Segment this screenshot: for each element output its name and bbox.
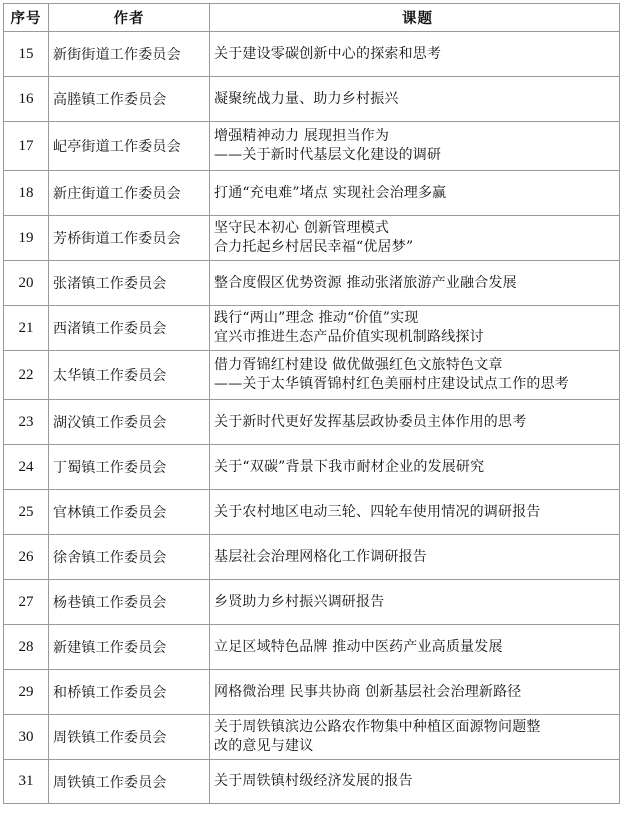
topic-line: 关于周铁镇滨边公路农作物集中种植区面源物问题整 [214, 719, 541, 735]
topic-line: 合力托起乡村居民幸福“优居梦” [214, 239, 414, 255]
row-author: 丁蜀镇工作委员会 [49, 445, 210, 490]
table-row [4, 580, 620, 625]
topic-line: 关于建设零碳创新中心的探索和思考 [214, 45, 442, 62]
topic-line: 网格微治理 民事共协商 创新基层社会治理新路径 [214, 683, 522, 700]
row-author: 张渚镇工作委员会 [49, 261, 210, 306]
row-author: 周铁镇工作委员会 [49, 760, 210, 804]
table-row [4, 171, 620, 216]
topic-line: 增强精神动力 展现担当作为 [214, 128, 390, 144]
topic-line: 关于农村地区电动三轮、四轮车使用情况的调研报告 [214, 503, 541, 520]
topic-line: 凝聚统战力量、助力乡村振兴 [214, 90, 399, 107]
row-number: 30 [4, 715, 49, 760]
topic-line: 坚守民本初心 创新管理模式 [214, 220, 390, 236]
row-author: 芳桥街道工作委员会 [49, 216, 210, 261]
topic-line: 关于新时代更好发挥基层政协委员主体作用的思考 [214, 413, 527, 430]
header-topic: 课题 [210, 4, 620, 32]
topic-line: 宜兴市推进生态产品价值实现机制路线探讨 [214, 329, 484, 345]
row-number: 17 [4, 122, 49, 171]
table-row [4, 445, 620, 490]
table-row [4, 625, 620, 670]
table-row [4, 122, 620, 171]
row-number: 19 [4, 216, 49, 261]
row-author: 新庄街道工作委员会 [49, 171, 210, 216]
topic-line: 关于“双碳”背景下我市耐材企业的发展研究 [214, 458, 485, 475]
row-number: 26 [4, 535, 49, 580]
row-topic [210, 216, 620, 261]
topic-line: 立足区域特色品牌 推动中医药产业高质量发展 [214, 638, 503, 655]
row-number: 18 [4, 171, 49, 216]
row-topic [210, 32, 620, 77]
row-number: 24 [4, 445, 49, 490]
row-topic [210, 625, 620, 670]
row-number: 23 [4, 400, 49, 445]
table-row [4, 32, 620, 77]
row-author: 太华镇工作委员会 [49, 351, 210, 400]
row-topic [210, 535, 620, 580]
topic-line: 关于周铁镇村级经济发展的报告 [214, 773, 413, 789]
row-author: 高塍镇工作委员会 [49, 77, 210, 122]
row-topic [210, 171, 620, 216]
row-number: 20 [4, 261, 49, 306]
row-number: 16 [4, 77, 49, 122]
row-topic [210, 122, 620, 171]
row-topic [210, 670, 620, 715]
row-author: 西渚镇工作委员会 [49, 306, 210, 351]
row-topic [210, 400, 620, 445]
row-author: 新街街道工作委员会 [49, 32, 210, 77]
table-row [4, 715, 620, 760]
row-number: 31 [4, 760, 49, 804]
row-author: 徐舍镇工作委员会 [49, 535, 210, 580]
table-row [4, 77, 620, 122]
row-topic [210, 760, 620, 804]
row-author: 周铁镇工作委员会 [49, 715, 210, 760]
topic-table [3, 3, 620, 804]
row-author: 新建镇工作委员会 [49, 625, 210, 670]
table-row [4, 351, 620, 400]
header-no: 序号 [4, 4, 49, 32]
row-topic [210, 306, 620, 351]
topic-line: 打通“充电难”堵点 实现社会治理多赢 [214, 184, 447, 201]
table-header-row [4, 4, 620, 32]
row-topic [210, 490, 620, 535]
topic-line: 整合度假区优势资源 推动张渚旅游产业融合发展 [214, 274, 517, 291]
table-row [4, 535, 620, 580]
table-row [4, 490, 620, 535]
table-row [4, 670, 620, 715]
row-number: 25 [4, 490, 49, 535]
table-row [4, 760, 620, 804]
row-topic [210, 715, 620, 760]
row-topic [210, 580, 620, 625]
table-row [4, 306, 620, 351]
table-row [4, 400, 620, 445]
row-author: 官林镇工作委员会 [49, 490, 210, 535]
topic-line: 践行“两山”理念 推动“价值”实现 [214, 310, 419, 326]
row-topic [210, 261, 620, 306]
row-author: 和桥镇工作委员会 [49, 670, 210, 715]
row-number: 21 [4, 306, 49, 351]
document-page [3, 3, 619, 804]
row-topic [210, 351, 620, 400]
topic-line: 基层社会治理网格化工作调研报告 [214, 548, 427, 565]
topic-line: ——关于太华镇胥锦村红色美丽村庄建设试点工作的思考 [214, 376, 569, 392]
table-row [4, 216, 620, 261]
row-author: 湖㳇镇工作委员会 [49, 400, 210, 445]
row-author: 杨巷镇工作委员会 [49, 580, 210, 625]
topic-line: ——关于新时代基层文化建设的调研 [214, 147, 442, 163]
row-topic [210, 77, 620, 122]
row-number: 15 [4, 32, 49, 77]
topic-line: 乡贤助力乡村振兴调研报告 [214, 593, 385, 610]
topic-line: 改的意见与建议 [214, 738, 314, 754]
header-author: 作者 [49, 4, 210, 32]
row-number: 29 [4, 670, 49, 715]
row-number: 22 [4, 351, 49, 400]
row-author: 屺亭街道工作委员会 [49, 122, 210, 171]
row-number: 27 [4, 580, 49, 625]
row-number: 28 [4, 625, 49, 670]
row-topic [210, 445, 620, 490]
table-row [4, 261, 620, 306]
table-body [4, 32, 620, 804]
topic-line: 借力胥锦红村建设 做优做强红色文旅特色文章 [214, 357, 503, 373]
